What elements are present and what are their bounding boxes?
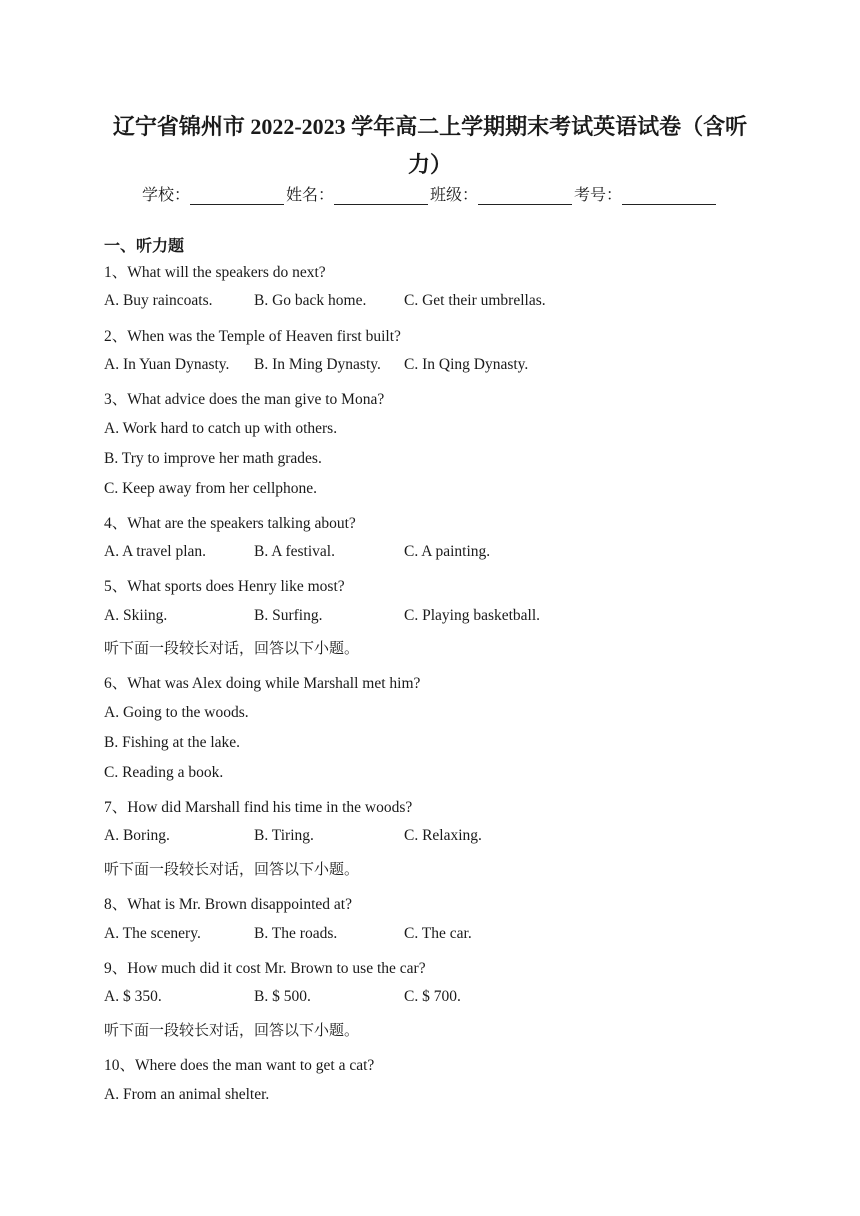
name-label: 姓名： <box>285 185 334 204</box>
q7-option-c: C. Relaxing. <box>404 827 482 844</box>
instruction-1: 听下面一段较长对话，回答以下小题。 <box>104 639 360 657</box>
question-6: 6、What was Alex doing while Marshall met him? <box>104 675 421 692</box>
q7-option-b: B. Tiring. <box>254 827 314 844</box>
q9-option-c: C. $ 700. <box>404 988 461 1005</box>
q6-option-a: A. Going to the woods. <box>104 704 249 721</box>
q1-option-a: A. Buy raincoats. <box>104 292 213 309</box>
q8-option-a: A. The scenery. <box>104 925 201 942</box>
question-10: 10、Where does the man want to get a cat? <box>104 1057 375 1074</box>
school-label: 学校： <box>141 185 190 204</box>
question-8: 8、What is Mr. Brown disappointed at? <box>104 896 352 913</box>
q1-option-b: B. Go back home. <box>254 292 367 309</box>
q8-option-b: B. The roads. <box>254 925 338 942</box>
class-label: 班级： <box>430 185 479 204</box>
q5-option-b: B. Surfing. <box>254 607 323 624</box>
class-blank[interactable] <box>478 186 572 205</box>
q6-option-c: C. Reading a book. <box>104 764 224 781</box>
q2-option-b: B. In Ming Dynasty. <box>254 356 381 373</box>
instruction-3: 听下面一段较长对话，回答以下小题。 <box>104 1021 360 1039</box>
name-blank[interactable] <box>334 186 428 205</box>
title-line-2: 力） <box>407 152 452 177</box>
student-info-fields <box>0 182 860 205</box>
q2-option-a: A. In Yuan Dynasty. <box>104 356 230 373</box>
q6-option-b: B. Fishing at the lake. <box>104 734 241 751</box>
number-blank[interactable] <box>622 186 716 205</box>
number-label: 考号： <box>574 185 623 204</box>
question-4: 4、What are the speakers talking about? <box>104 515 356 532</box>
q3-option-c: C. Keep away from her cellphone. <box>104 480 318 497</box>
q10-option-a: A. From an animal shelter. <box>104 1086 270 1103</box>
page-title <box>100 108 760 184</box>
question-1: 1、What will the speakers do next? <box>104 264 326 281</box>
q3-option-a: A. Work hard to catch up with others. <box>104 420 338 437</box>
section-heading: 一、听力题 <box>104 236 185 255</box>
q4-option-c: C. A painting. <box>404 543 491 560</box>
question-2: 2、When was the Temple of Heaven first built? <box>104 328 401 345</box>
q9-option-b: B. $ 500. <box>254 988 311 1005</box>
q4-option-a: A. A travel plan. <box>104 543 207 560</box>
q5-option-a: A. Skiing. <box>104 607 168 624</box>
question-3: 3、What advice does the man give to Mona? <box>104 391 385 408</box>
q3-option-b: B. Try to improve her math grades. <box>104 450 322 467</box>
question-5: 5、What sports does Henry like most? <box>104 578 345 595</box>
q9-option-a: A. $ 350. <box>104 988 162 1005</box>
instruction-2: 听下面一段较长对话，回答以下小题。 <box>104 860 360 878</box>
school-blank[interactable] <box>190 186 284 205</box>
q1-option-c: C. Get their umbrellas. <box>404 292 546 309</box>
q8-option-c: C. The car. <box>404 925 472 942</box>
q7-option-a: A. Boring. <box>104 827 170 844</box>
question-7: 7、How did Marshall find his time in the woods? <box>104 799 413 816</box>
q2-option-c: C. In Qing Dynasty. <box>404 356 529 373</box>
question-9: 9、How much did it cost Mr. Brown to use the car? <box>104 960 426 977</box>
title-line-1: 辽宁省锦州市 2022-2023 学年高二上学期期末考试英语试卷（含听 <box>112 114 748 139</box>
q5-option-c: C. Playing basketball. <box>404 607 541 624</box>
q4-option-b: B. A festival. <box>254 543 335 560</box>
